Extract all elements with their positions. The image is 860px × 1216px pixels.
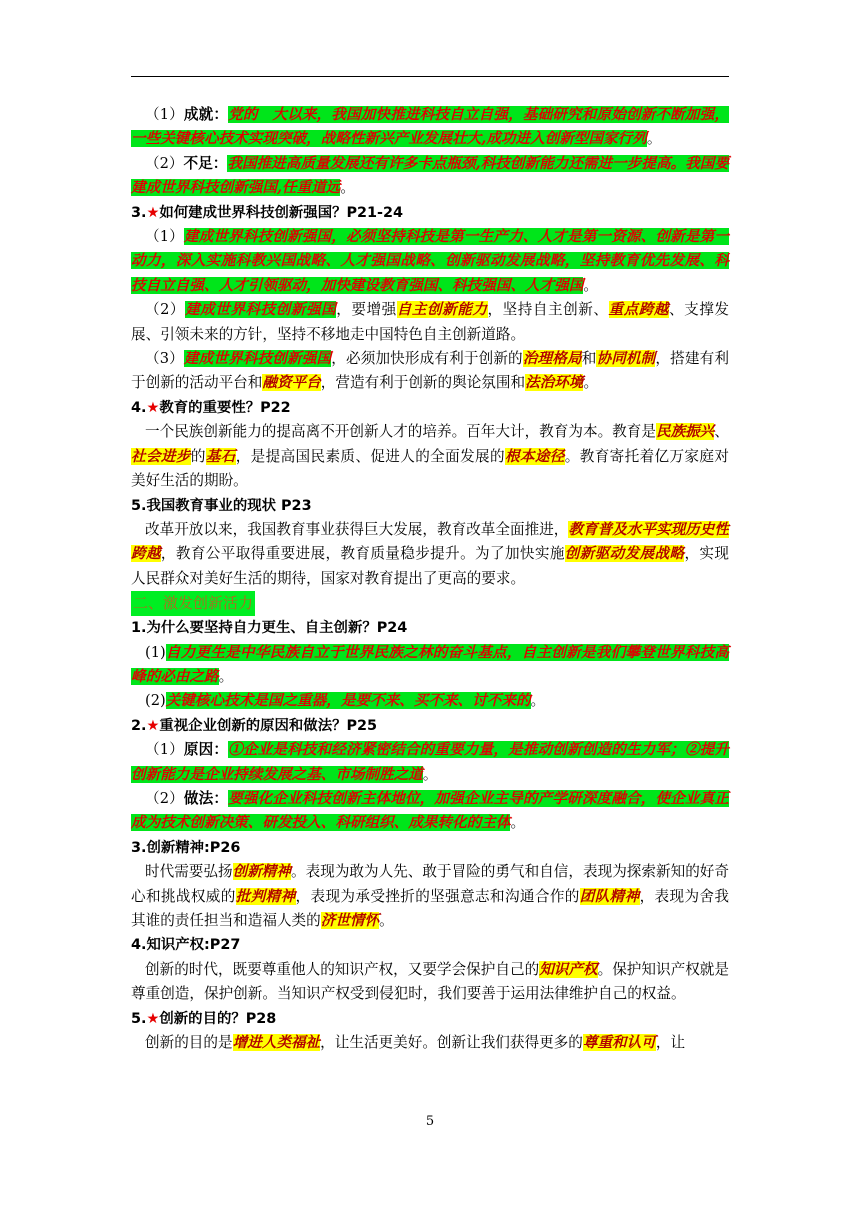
text: 。 — [379, 912, 394, 929]
text: 的 — [190, 447, 206, 465]
text: ，教育公平取得重要进展，教育质量稳步提升。为了加快实施 — [160, 545, 565, 563]
document-body — [131, 103, 729, 1055]
s2-q4-paragraph — [131, 958, 729, 1007]
question-5-heading: 5.我国教育事业的现状 P23 — [131, 497, 312, 514]
highlight-yellow: 融资平台 — [262, 374, 321, 392]
highlight-yellow: 济世情怀 — [320, 912, 380, 929]
text: ，坚持自主创新、 — [487, 301, 609, 319]
highlight-green: 建成世界科技创新强国 — [185, 301, 337, 319]
q4-paragraph — [131, 420, 729, 493]
star-icon: ★ — [146, 1010, 160, 1027]
text: 。 — [218, 667, 234, 685]
heading-number: 5. — [131, 1010, 147, 1027]
page-number: 5 — [425, 1114, 435, 1129]
highlight-yellow: 教育普及水平实现历史性跨越 — [131, 520, 729, 563]
text: ，让生活更美好。创新让我们获得更多的 — [320, 1034, 583, 1052]
highlight-yellow: 增进人类福祉 — [232, 1034, 321, 1052]
highlight-yellow: 重点跨越 — [608, 301, 669, 319]
text: 。 — [530, 692, 546, 710]
highlight-green: 党的 大以来，我国加快推进科技自立自强，基础研究和原始创新不断加强，一些关键核心技术实现突破，战略性新兴产业发展壮大,成功进入创新型国家行列 — [131, 106, 729, 148]
q3-paragraph-1 — [131, 225, 729, 298]
s2-question-5-heading — [131, 1007, 729, 1031]
text: ，表现为舍我其谁的责任担当和造福人类的 — [131, 887, 729, 929]
text: 改革开放以来，我国教育事业获得巨大发展，教育改革全面推进， — [145, 520, 569, 538]
text: 。 — [422, 765, 438, 783]
s2-q1-paragraph-1 — [131, 641, 729, 690]
star-icon: ★ — [146, 204, 160, 221]
item-number: （2） — [145, 789, 184, 807]
highlight-green: 建成世界科技创新强国，必须坚持科技是第一生产力、人才是第一资源、创新是第一动力，深入实施科教兴国战略、人才强国战略、创新驱动发展战略，坚持教育优先发展、科技自立自强、人才引领驱动，加快建设教育强国、科技强国、人才强国 — [131, 228, 729, 294]
question-3-heading — [131, 201, 729, 225]
heading-text: 如何建成世界科技创新强国？P21-24 — [159, 204, 404, 221]
s2-question-3-heading: 3.创新精神:P26 — [131, 839, 241, 856]
text: 创新的目的是 — [145, 1034, 233, 1052]
highlight-green: 我国推进高质量发展还有许多卡点瓶颈,科技创新能力还需进一步提高。我国要建成世界科技创新强国,任重道远 — [131, 154, 729, 197]
header-rule — [131, 76, 729, 77]
highlight-yellow: 根本途径 — [504, 447, 565, 465]
text: 、支撑发展、引领未来的方针，坚持不移地走中国特色自主创新道路。 — [131, 301, 729, 343]
achievement-paragraph — [131, 103, 729, 152]
star-icon: ★ — [146, 717, 160, 734]
highlight-yellow: 法治环境 — [525, 374, 584, 392]
s2-q3-paragraph — [131, 860, 729, 933]
item-number: （1） — [145, 228, 184, 246]
text: ，营造有利于创新的舆论氛围和 — [320, 374, 526, 392]
text: 。 — [340, 179, 356, 197]
text: 。教育寄托着亿万家庭对美好生活的期盼。 — [131, 447, 729, 490]
text: 、 — [714, 423, 729, 441]
question-4-heading — [131, 396, 729, 420]
item-number: (2) — [145, 692, 166, 710]
highlight-yellow: 社会进步 — [131, 447, 191, 465]
item-number: (1) — [145, 643, 166, 661]
achievement-label: 成就： — [183, 106, 229, 123]
star-icon: ★ — [146, 399, 160, 416]
text: 和 — [581, 350, 597, 368]
highlight-yellow: 自主创新能力 — [396, 301, 488, 319]
text: 。保护知识产权就是尊重创造，保护创新。当知识产权受到侵犯时，我们要善于运用法律维护自己的权益。 — [131, 960, 729, 1003]
highlight-yellow: 创新驱动发展战略 — [564, 545, 685, 563]
highlight-green: 要强化企业科技创新主体地位，加强企业主导的产学研深度融合，使企业真正成为技术创新决策、研发投入、科研组织、成果转化的主体 — [131, 789, 729, 832]
shortcoming-paragraph — [131, 152, 729, 201]
s2-q5-paragraph — [131, 1031, 729, 1055]
highlight-green: 关键核心技术是国之重器，是要不来、买不来、讨不来的 — [165, 692, 531, 710]
item-number: （2） — [145, 301, 186, 319]
heading-text: 创新的目的？P28 — [159, 1010, 277, 1027]
text: 。 — [583, 374, 599, 392]
heading-number: 4. — [131, 399, 147, 416]
heading-text: 教育的重要性？P22 — [159, 399, 291, 416]
text: ，是提高国民素质、促进人的全面发展的 — [235, 447, 505, 465]
text: 时代需要弘扬 — [145, 863, 233, 881]
s2-q2-method — [131, 787, 729, 836]
text: 。 — [583, 276, 599, 294]
highlight-yellow: 尊重和认可 — [582, 1034, 656, 1052]
text: 。 — [646, 130, 662, 148]
text: ，必须加快形成有利于创新的 — [331, 350, 523, 368]
highlight-yellow: 基石 — [205, 447, 236, 465]
item-number: （2） — [145, 154, 184, 172]
text: 。 — [510, 814, 526, 832]
section-text: 激发创新活力 — [163, 594, 254, 613]
highlight-yellow: 团队精神 — [579, 887, 640, 905]
heading-text: 重视企业创新的原因和做法？P25 — [159, 717, 378, 734]
text: 。表现为敢为人先、敢于冒险的勇气和自信，表现为探索新知的好奇心和挑战权威的 — [131, 863, 729, 905]
item-number: （1） — [145, 741, 184, 759]
text: ，让 — [655, 1034, 686, 1052]
highlight-yellow: 治理格局 — [522, 350, 582, 368]
highlight-yellow: 知识产权 — [539, 960, 598, 978]
heading-number: 3. — [131, 204, 147, 221]
q5-paragraph — [131, 518, 729, 591]
text: ，表现为承受挫折的坚强意志和沟通合作的 — [295, 887, 580, 905]
highlight-yellow: 民族振兴 — [655, 423, 715, 441]
section-2-heading — [131, 591, 729, 616]
s2-question-2-heading — [131, 714, 729, 738]
shortcoming-label: 不足： — [183, 154, 228, 172]
highlight-green: ①企业是科技和经济紧密结合的重要力量，是推动创新创造的生力军；②提升创新能力是企业持续发展之基、市场制胜之道 — [131, 741, 729, 783]
method-label: 做法： — [183, 789, 229, 807]
text: ，搭建有利于创新的活动平台和 — [131, 350, 729, 392]
heading-number: 2. — [131, 717, 147, 734]
q3-paragraph-3 — [131, 347, 729, 396]
s2-q1-paragraph-2 — [131, 689, 729, 713]
section-2-title — [131, 591, 255, 616]
text: 创新的时代，既要尊重他人的知识产权，又要学会保护自己的 — [145, 960, 540, 978]
highlight-yellow: 创新精神 — [232, 863, 292, 881]
q3-paragraph-2 — [131, 298, 729, 347]
s2-q2-reason — [131, 738, 729, 787]
text: ，实现人民群众对美好生活的期待，国家对教育提出了更高的要求。 — [131, 545, 729, 587]
reason-label: 原因： — [183, 741, 229, 759]
item-number: （1） — [145, 106, 184, 123]
highlight-green: 建成世界科技创新强国 — [183, 350, 332, 368]
section-number: 二、 — [133, 594, 164, 613]
s2-question-1-heading: 1.为什么要坚持自力更生、自主创新？P24 — [131, 620, 408, 637]
highlight-yellow: 批判精神 — [235, 887, 296, 905]
text: 一个民族创新能力的提高离不开创新人才的培养。百年大计，教育为本。教育是 — [145, 423, 656, 441]
s2-question-4-heading: 4.知识产权:P27 — [131, 937, 241, 954]
text: ，要增强 — [336, 301, 397, 319]
highlight-green: 自力更生是中华民族自立于世界民族之林的奋斗基点，自主创新是我们攀登世界科技高峰的必由之路 — [131, 643, 729, 685]
item-number: （3） — [145, 350, 184, 368]
highlight-yellow: 协同机制 — [596, 350, 656, 368]
